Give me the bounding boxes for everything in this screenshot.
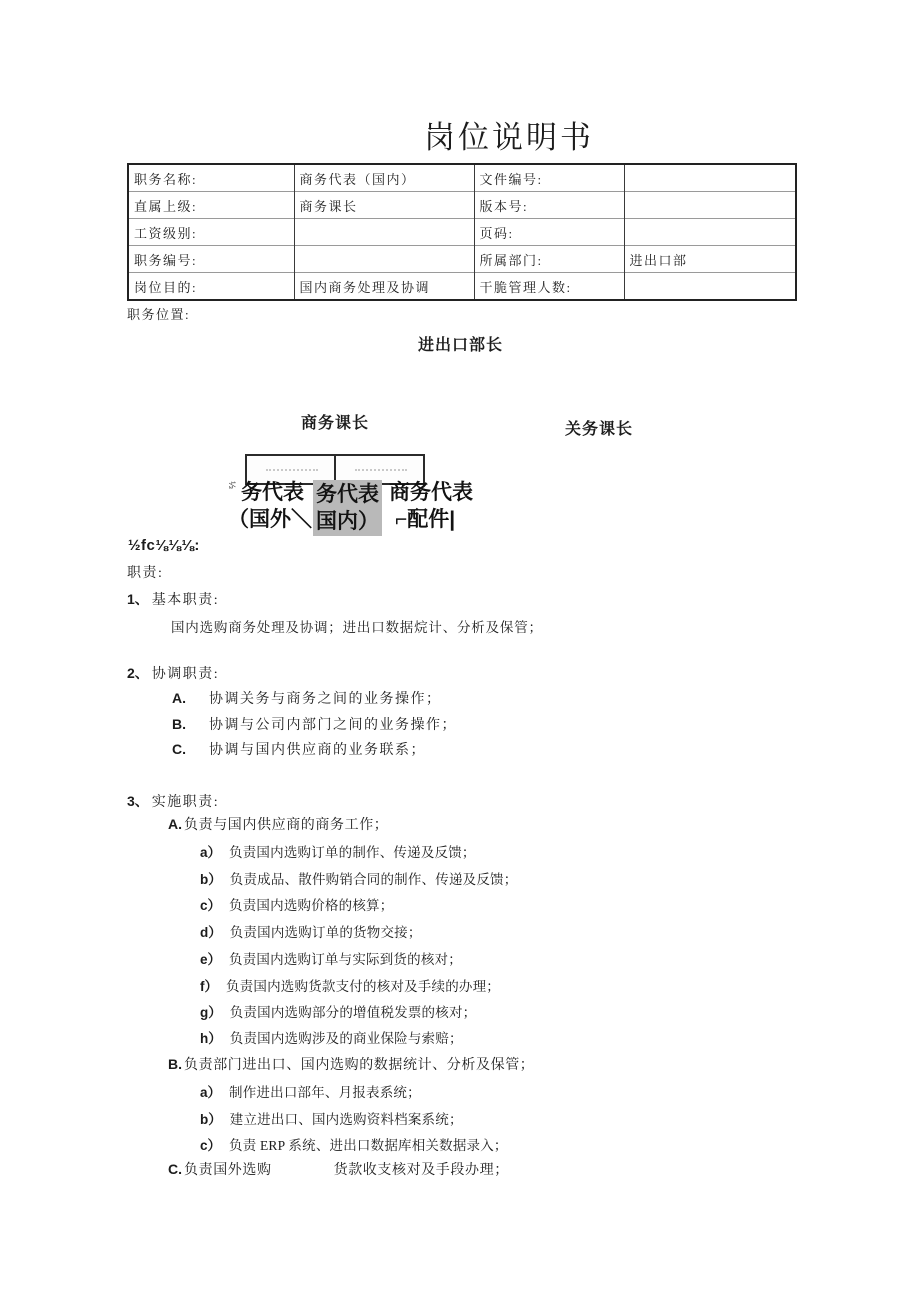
item-marker: C. bbox=[172, 741, 186, 757]
position-label: 职务位置: bbox=[127, 307, 191, 322]
org-label-line: ⌐配件| bbox=[395, 508, 456, 531]
cell-label: 页码: bbox=[474, 219, 624, 246]
subitem-text: 负责成品、散件购销合同的制作、传递及反馈； bbox=[229, 872, 518, 887]
page-title: 岗位说明书 bbox=[424, 120, 594, 155]
cell-value bbox=[624, 192, 796, 219]
duty-subitem bbox=[200, 1108, 463, 1128]
duty-subitem bbox=[200, 1081, 421, 1101]
garbled-ocr-line: ½fc⅛⅛⅛: bbox=[128, 537, 200, 554]
cell-value bbox=[624, 164, 796, 192]
cell-label: 所属部门: bbox=[474, 246, 624, 273]
duty-item bbox=[172, 739, 426, 759]
org-node-rep-parts bbox=[389, 479, 473, 533]
org-node-department-head: 进出口部长 bbox=[418, 337, 504, 354]
item-marker: A. bbox=[172, 690, 186, 706]
subitem-marker: b） bbox=[200, 872, 222, 887]
org-label-line: 国内） bbox=[316, 510, 379, 533]
duty-section-3 bbox=[127, 791, 219, 811]
org-label-line: 务代表 bbox=[316, 483, 379, 506]
subitem-text: 建立进出口、国内选购资料档案系统； bbox=[229, 1112, 463, 1127]
cell-label: 职务名称: bbox=[134, 171, 198, 187]
cell-value: 商务代表（国内） bbox=[294, 164, 474, 192]
section-title: 实施职责: bbox=[151, 795, 220, 810]
cell-value bbox=[624, 273, 796, 301]
duty-subitem bbox=[200, 1134, 508, 1154]
section-title: 基本职责: bbox=[151, 593, 220, 608]
duty-subitem bbox=[200, 841, 476, 861]
subitem-marker: h） bbox=[200, 1031, 222, 1046]
item-text: 协调与公司内部门之间的业务操作； bbox=[209, 718, 457, 733]
item-text: 协调与国内供应商的业务联系； bbox=[209, 743, 426, 758]
duty-item bbox=[172, 688, 442, 708]
subitem-text: 负责国内选购订单与实际到货的核对； bbox=[229, 952, 462, 967]
section-number: 1、 bbox=[127, 591, 149, 607]
subitem-marker: a） bbox=[200, 1085, 222, 1100]
item-marker: B. bbox=[168, 1056, 182, 1072]
subitem-marker: a） bbox=[200, 845, 222, 860]
item-text: 负责部门进出口、国内选购的数据统计、分析及保管； bbox=[184, 1058, 535, 1073]
duties-heading: 职责: bbox=[127, 566, 164, 581]
cell-label: 职务编号: bbox=[128, 246, 294, 273]
section-number: 3、 bbox=[127, 793, 149, 809]
cell-value bbox=[624, 219, 796, 246]
org-label-line: 商务代表 bbox=[389, 481, 473, 504]
cell-label: 干脆管理人数: bbox=[474, 273, 624, 301]
cell-label: 工资级别: bbox=[128, 219, 294, 246]
duty-subitem bbox=[200, 894, 393, 914]
duty-subitem bbox=[200, 921, 422, 941]
item-marker: A. bbox=[168, 816, 182, 832]
table-row bbox=[128, 246, 796, 273]
cell-value bbox=[294, 219, 474, 246]
duty-item bbox=[172, 714, 457, 734]
table-row bbox=[128, 164, 796, 192]
item-text: 协调关务与商务之间的业务操作； bbox=[209, 692, 442, 707]
job-info-table bbox=[127, 163, 797, 301]
duty-section-1 bbox=[127, 589, 219, 609]
duty-body-line: 国内选购商务处理及协调；进出口数据烷计、分析及保管； bbox=[171, 620, 543, 635]
org-label-line: 务代表 bbox=[241, 481, 304, 504]
duty-item bbox=[168, 1159, 509, 1179]
cell-label: 版本号: bbox=[474, 192, 624, 219]
faded-text-artifact bbox=[355, 469, 407, 471]
subitem-text: 负责 ERP 系统、进出口数据库相关数据录入； bbox=[229, 1138, 508, 1153]
org-label-line: （国外＼ bbox=[228, 508, 312, 531]
item-text: 负责与国内供应商的商务工作； bbox=[184, 818, 389, 833]
subitem-marker: e） bbox=[200, 952, 222, 967]
table-row bbox=[128, 273, 796, 301]
item-marker: B. bbox=[172, 716, 186, 732]
subitem-marker: d） bbox=[200, 925, 222, 940]
subitem-marker: b） bbox=[200, 1112, 222, 1127]
org-node-commerce-chief: 商务课长 bbox=[301, 415, 370, 432]
cell-label: 岗位目的: bbox=[128, 273, 294, 301]
subitem-text: 制作进出口部年、月报表系统； bbox=[229, 1085, 421, 1100]
subitem-text: 负责国内选购涉及的商业保险与索赔； bbox=[229, 1031, 463, 1046]
item-text: 货款收支核对及手段办理； bbox=[333, 1163, 509, 1178]
subitem-marker: c） bbox=[200, 1138, 222, 1153]
subitem-marker: f） bbox=[200, 979, 218, 994]
cell-value bbox=[294, 246, 474, 273]
cell-label: 直属上级: bbox=[128, 192, 294, 219]
subitem-text: 负责国内选购订单的制作、传递及反馈； bbox=[229, 845, 476, 860]
section-title: 协调职责: bbox=[151, 667, 220, 682]
duty-subitem bbox=[200, 1027, 463, 1047]
org-node-rep-domestic bbox=[313, 480, 382, 536]
section-number: 2、 bbox=[127, 665, 149, 681]
item-text: 负责国外选购 bbox=[184, 1163, 272, 1178]
org-node-customs-chief: 关务课长 bbox=[565, 421, 634, 438]
cell-value: 商务课长 bbox=[294, 192, 474, 219]
duty-subitem bbox=[200, 975, 500, 995]
cell-label: 文件编号: bbox=[474, 164, 624, 192]
subitem-text: 负责国内选购价格的核算； bbox=[229, 898, 394, 913]
subitem-marker: g） bbox=[200, 1005, 222, 1020]
subitem-text: 负责国内选购订单的货物交接； bbox=[229, 925, 422, 940]
duty-subitem bbox=[200, 948, 462, 968]
faded-text-artifact bbox=[266, 469, 318, 471]
duty-subitem bbox=[200, 868, 517, 888]
duty-section-2 bbox=[127, 663, 219, 683]
item-marker: C. bbox=[168, 1161, 182, 1177]
duty-item bbox=[168, 814, 388, 834]
subitem-marker: c） bbox=[200, 898, 222, 913]
subitem-text: 负责国内选购货款支付的核对及手续的办理； bbox=[226, 979, 500, 994]
subitem-text: 负责国内选购部分的增值税发票的核对； bbox=[229, 1005, 477, 1020]
table-row bbox=[128, 219, 796, 246]
cell-value: 进出口部 bbox=[624, 246, 796, 273]
duty-item bbox=[168, 1054, 534, 1074]
rotated-artifact-mark: ⅓ bbox=[226, 481, 237, 489]
duty-subitem bbox=[200, 1001, 476, 1021]
table-row bbox=[128, 192, 796, 219]
cell-value: 国内商务处理及协调 bbox=[294, 273, 474, 301]
